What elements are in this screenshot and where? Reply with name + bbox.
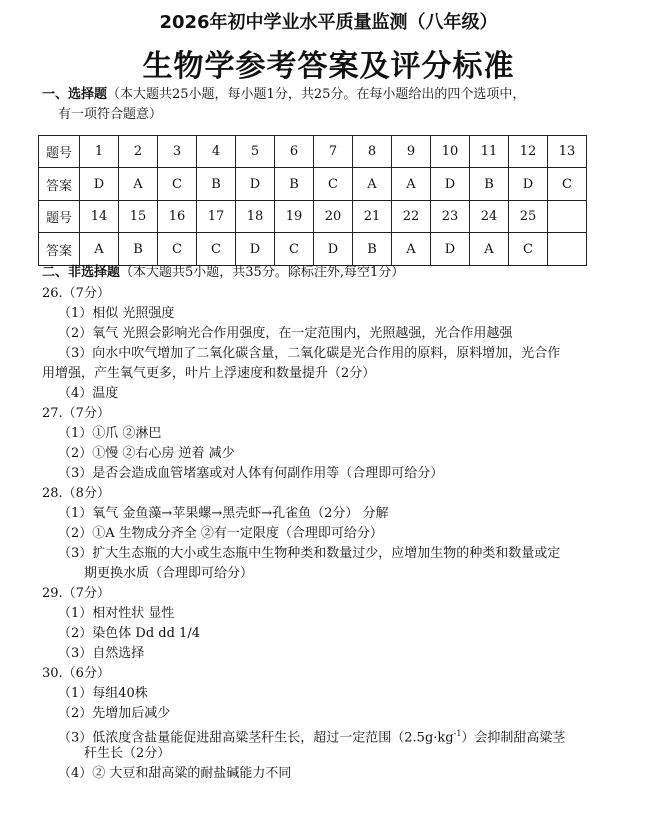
q28-answer-3-line1: （3）扩大生态瓶的大小或生态瓶中生物种类和数量过少，应增加生物的种类和数量或定 — [58, 546, 561, 561]
q26-answer-3-line2: 用增强，产生氧气更多，叶片上浮速度和数量提升（2分） — [42, 366, 376, 381]
table-cell: 15 — [119, 201, 158, 233]
table-cell: D — [509, 168, 548, 201]
q26-answer-4: （4）温度 — [58, 386, 119, 401]
table-cell: D — [314, 233, 353, 266]
table-cell: 3 — [158, 136, 197, 168]
table-cell: C — [158, 233, 197, 266]
q28-answer-3-line2: 期更换水质（合理即可给分） — [84, 566, 254, 581]
section1-note: （本大题共25小题，每小题1分，共25分。在每小题给出的四个选项中， — [107, 87, 526, 102]
answer-table — [38, 135, 587, 266]
table-cell — [548, 201, 587, 233]
q30-answer-1: （1）每组40株 — [58, 686, 148, 701]
row-label: 题号 — [39, 136, 80, 168]
q28-title: 28.（8分） — [42, 486, 110, 501]
table-cell: 23 — [431, 201, 470, 233]
table-cell: 25 — [509, 201, 548, 233]
table-cell: 13 — [548, 136, 587, 168]
table-cell: 10 — [431, 136, 470, 168]
q27-answer-2: （2）①慢 ②右心房 逆着 减少 — [58, 446, 235, 461]
q28-answer-1: （1）氧气 金鱼藻→苹果螺→黑壳虾→孔雀鱼（2分） 分解 — [58, 506, 389, 521]
table-cell: 2 — [119, 136, 158, 168]
table-cell: 19 — [275, 201, 314, 233]
section1-header — [42, 86, 525, 104]
table-cell: 16 — [158, 201, 197, 233]
table-row — [39, 136, 587, 168]
table-cell: D — [236, 168, 275, 201]
table-cell: 20 — [314, 201, 353, 233]
section2-note: （本大题共5小题，共35分。除标注外,每空1分） — [120, 265, 405, 280]
q26-answer-3-line1: （3）向水中吹气增加了二氧化碳含量，二氧化碳是光合作用的原料，原料增加，光合作 — [58, 346, 561, 361]
table-cell: C — [275, 233, 314, 266]
table-cell: D — [431, 233, 470, 266]
table-cell: A — [392, 233, 431, 266]
table-row — [39, 168, 587, 201]
table-cell: 17 — [197, 201, 236, 233]
table-cell: C — [314, 168, 353, 201]
q28-answer-2: （2）①A 生物成分齐全 ②有一定限度（合理即可给分） — [58, 526, 383, 541]
document-title: 生物学参考答案及评分标准 — [142, 49, 515, 84]
section1-note-line2: 有一项符合题意） — [58, 107, 163, 122]
table-row — [39, 233, 587, 266]
table-cell: C — [548, 168, 587, 201]
q30-answer-2: （2）先增加后减少 — [58, 706, 171, 721]
table-cell: 14 — [80, 201, 119, 233]
q30-answer-3-text-end: ）会抑制甜高粱茎 — [461, 730, 566, 746]
table-cell: 7 — [314, 136, 353, 168]
table-cell: 22 — [392, 201, 431, 233]
q30-answer-3-line1 — [58, 725, 565, 747]
q27-answer-1: （1）①爪 ②淋巴 — [58, 426, 162, 441]
q30-answer-3-text: （3）低浓度含盐量能促进甜高粱茎秆生长，超过一定范围（2.5g·kg — [58, 730, 454, 746]
table-cell: C — [509, 233, 548, 266]
table-cell: 12 — [509, 136, 548, 168]
table-cell: D — [80, 168, 119, 201]
table-cell: B — [470, 168, 509, 201]
table-cell: D — [431, 168, 470, 201]
row-label: 题号 — [39, 201, 80, 233]
q29-answer-2: （2）染色体 Dd dd 1/4 — [58, 626, 200, 641]
section2-header — [42, 264, 404, 282]
q26-title: 26.（7分） — [42, 286, 110, 301]
table-row — [39, 201, 587, 233]
row-label: 答案 — [39, 168, 80, 201]
table-cell: 18 — [236, 201, 275, 233]
q30-answer-4: （4）② 大豆和甜高粱的耐盐碱能力不同 — [58, 766, 292, 781]
table-cell: A — [470, 233, 509, 266]
table-cell: D — [236, 233, 275, 266]
q30-title: 30.（6分） — [42, 666, 110, 681]
table-cell: A — [80, 233, 119, 266]
table-cell: A — [119, 168, 158, 201]
table-cell: 11 — [470, 136, 509, 168]
table-cell: A — [392, 168, 431, 201]
table-cell: B — [353, 233, 392, 266]
row-label: 答案 — [39, 233, 80, 266]
table-cell: B — [275, 168, 314, 201]
table-cell: C — [158, 168, 197, 201]
q26-answer-1: （1）相似 光照强度 — [58, 306, 175, 321]
table-cell: 4 — [197, 136, 236, 168]
q26-answer-2: （2）氧气 光照会影响光合作用强度，在一定范围内，光照越强，光合作用越强 — [58, 326, 513, 341]
table-cell: 9 — [392, 136, 431, 168]
table-cell: 21 — [353, 201, 392, 233]
unit-exponent: -1 — [453, 729, 462, 738]
q29-answer-3: （3）自然选择 — [58, 646, 145, 661]
table-cell: 1 — [80, 136, 119, 168]
section1-heading: 一、选择题 — [42, 87, 108, 102]
q29-answer-1: （1）相对性状 显性 — [58, 606, 175, 621]
q29-title: 29.（7分） — [42, 586, 110, 601]
section2-heading: 二、非选择题 — [42, 265, 121, 280]
table-cell: C — [197, 233, 236, 266]
q30-answer-3-line2: 秆生长（2分） — [84, 746, 171, 761]
table-cell: 8 — [353, 136, 392, 168]
table-cell: 24 — [470, 201, 509, 233]
exam-title: 2026年初中学业水平质量监测（八年级） — [159, 12, 498, 33]
table-cell: B — [119, 233, 158, 266]
table-cell: 5 — [236, 136, 275, 168]
table-cell: 6 — [275, 136, 314, 168]
q27-answer-3: （3）是否会造成血管堵塞或对人体有何副作用等（合理即可给分） — [58, 466, 444, 481]
q27-title: 27.（7分） — [42, 406, 110, 421]
table-cell: B — [197, 168, 236, 201]
table-cell: A — [353, 168, 392, 201]
table-cell — [548, 233, 587, 266]
